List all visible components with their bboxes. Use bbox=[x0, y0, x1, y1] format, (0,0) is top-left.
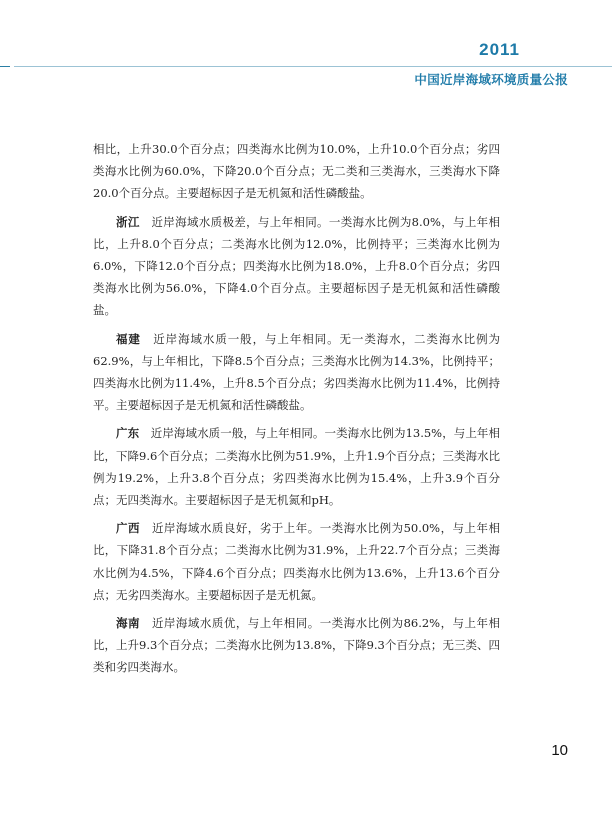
region-name-zhejiang: 浙江 bbox=[116, 214, 140, 229]
region-text-guangxi: 近岸海域水质良好，劣于上年。一类海水比例为50.0%，与上年相比，下降31.8个百分点；二类海水比例为31.9%，上升22.7个百分点；三类海水比例为4.5%，下降4.6个百分点；四类海水比例为13.6%，上升13.6个百分点；无劣四类海水。主要超标因子是无机氮。 bbox=[93, 521, 501, 602]
region-name-fujian: 福建 bbox=[116, 331, 141, 346]
region-name-hainan: 海南 bbox=[116, 616, 140, 631]
paragraph-guangdong bbox=[93, 422, 500, 511]
header-accent-mark bbox=[0, 66, 10, 67]
header-rule bbox=[14, 66, 612, 67]
region-text-zhejiang: 近岸海域水质极差，与上年相同。一类海水比例为8.0%，与上年相比，上升8.0个百分点；二类海水比例为12.0%，比例持平；三类海水比例为6.0%，下降12.0个百分点；四类海水比例为18.0%，上升8.0个百分点；劣四类海水比例为56.0%，下降4.0个百分点。主要超标因子是无机氮和活性磷酸盐。 bbox=[93, 214, 501, 318]
region-text-guangdong: 近岸海域水质一般，与上年相同。一类海水比例为13.5%，与上年相比，下降9.6个百分点；二类海水比例为51.9%，上升1.9个百分点；三类海水比例为19.2%，上升3.8个百分点；劣四类海水比例为15.4%，上升3.9个百分点；无四类海水。主要超标因子是无机氮和pH。 bbox=[93, 426, 501, 508]
region-name-guangxi: 广西 bbox=[116, 521, 140, 536]
region-text-fujian: 近岸海域水质一般，与上年相同。无一类海水，二类海水比例为62.9%，与上年相比，下降8.5个百分点；三类海水比例为14.3%，比例持平；四类海水比例为11.4%，上升8.5个百分点；劣四类海水比例为11.4%，比例持平。主要超标因子是无机氮和活性磷酸盐。 bbox=[93, 331, 501, 413]
body-text bbox=[93, 138, 500, 685]
paragraph-fujian bbox=[93, 328, 500, 417]
paragraph-zhejiang bbox=[93, 211, 500, 322]
region-name-guangdong: 广东 bbox=[116, 426, 140, 441]
header-report-title: 中国近岸海域环境质量公报 bbox=[414, 72, 568, 87]
header-year: 2011 bbox=[479, 40, 520, 59]
paragraph-guangxi bbox=[93, 517, 500, 606]
paragraph-hainan bbox=[93, 612, 500, 679]
paragraph-continuation: 相比，上升30.0个百分点；四类海水比例为10.0%，上升10.0个百分点；劣四类海水比例为60.0%，下降20.0个百分点；无二类和三类海水，三类海水下降20.0个百分点。主要超标因子是无机氮和活性磷酸盐。 bbox=[93, 142, 500, 201]
region-text-hainan: 近岸海域水质优，与上年相同。一类海水比例为86.2%，与上年相比，上升9.3个百分点；二类海水比例为13.8%，下降9.3个百分点；无三类、四类和劣四类海水。 bbox=[93, 616, 501, 675]
page-number: 10 bbox=[551, 742, 568, 759]
